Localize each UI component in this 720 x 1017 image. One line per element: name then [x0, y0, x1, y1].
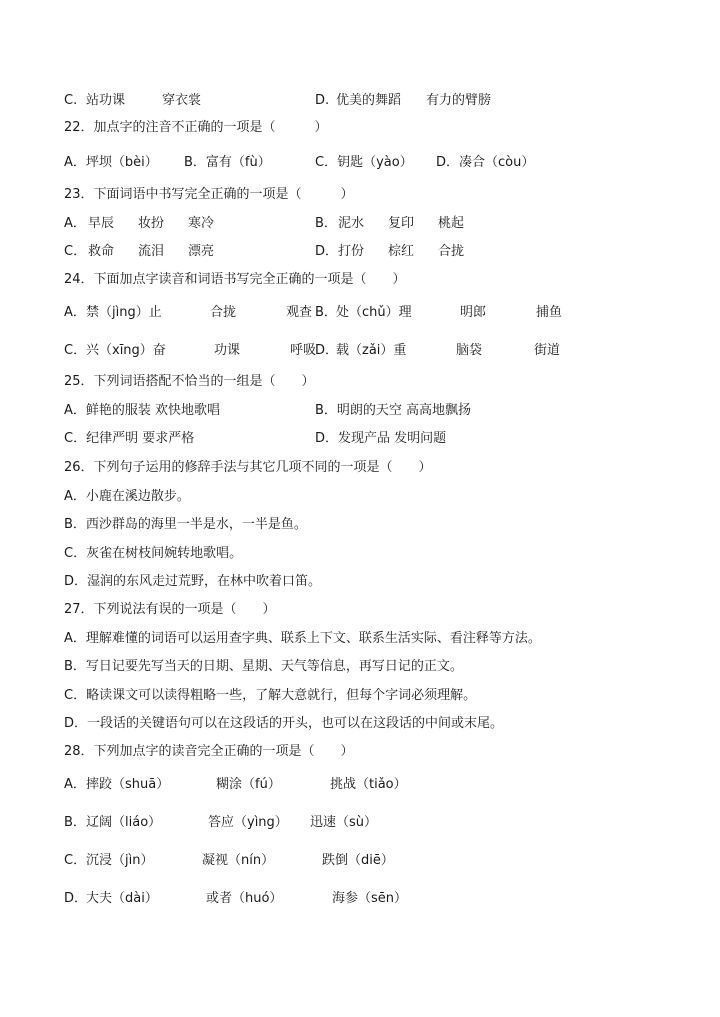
option-b-label: B． — [315, 216, 337, 231]
q26-option-b: B．西沙群岛的海里一半是水，一半是鱼。 — [64, 517, 307, 532]
option-d-label: D. — [315, 93, 330, 108]
option-d-word-3: 街道 — [534, 343, 561, 358]
option-b-label: B． — [315, 305, 337, 320]
option-c-word-1: 救命 — [88, 244, 115, 259]
q27-option-c: C．略读课文可以读得粗略一些，了解大意就行，但每个字词必须理解。 — [64, 688, 477, 703]
option-a-word-3: 观查 — [286, 305, 313, 320]
q27-option-b: B．写日记要先写当天的日期、星期、天气等信息，再写日记的正文。 — [64, 659, 463, 674]
option-b-word-2: 明郎 — [460, 305, 487, 320]
option-word-3: 跌倒（diē） — [322, 853, 394, 868]
option-c-word-1: 站功课 — [86, 93, 126, 108]
q27-option-d: D．一段话的关键语句可以在这段话的开头，也可以在这段话的中间或末尾。 — [64, 716, 504, 731]
option-c-word-2: 功课 — [214, 343, 241, 358]
option-a: A．鲜艳的服装 欢快地歌唱 — [64, 403, 221, 418]
option-word-2: 或者（huó） — [206, 891, 283, 906]
q27-stem — [64, 600, 276, 620]
question-stem: 24．下面加点字读音和词语书写完全正确的一项是（ ） — [64, 272, 406, 287]
q24-stem — [64, 270, 406, 290]
option-word-1: 摔跤（shuā） — [86, 777, 170, 792]
option-a-word-3: 寒冷 — [188, 216, 215, 231]
q23-stem — [64, 185, 354, 205]
option-b: B．富有（fù） — [184, 155, 271, 170]
option-d-word-1: 优美的舞蹈 — [336, 93, 402, 108]
q28-stem — [64, 742, 354, 762]
option-d-word-2: 棕红 — [388, 244, 415, 259]
q26-option-d: D．湿润的东风走过荒野，在林中吹着口笛。 — [64, 574, 322, 589]
option-label: C． — [64, 853, 87, 868]
option-word-1: 辽阔（liáo） — [86, 815, 162, 830]
option-b-word-1: 处（chǔ）理 — [336, 305, 412, 320]
question-stem: 26．下列句子运用的修辞手法与其它几项不同的一项是（ ） — [64, 460, 432, 475]
option-word-2: 答应（yìng） — [208, 815, 288, 830]
option-d-word-1: 载（zǎi）重 — [336, 343, 407, 358]
option-word-1: 大夫（dài） — [86, 891, 158, 906]
option-d-label: D． — [315, 244, 339, 259]
option-word-2: 糊涂（fú） — [216, 777, 281, 792]
option-d-label: D． — [315, 343, 339, 358]
option-word-1: 沉浸（jìn） — [86, 853, 154, 868]
q22-stem — [64, 118, 328, 138]
option-a-word-1: 早辰 — [88, 216, 115, 231]
option-c-label: C． — [64, 343, 87, 358]
option-d-word-3: 合拢 — [438, 244, 465, 259]
option-a-label: A． — [64, 216, 86, 231]
option-c-word-2: 流泪 — [138, 244, 165, 259]
option-b-word-3: 桃起 — [438, 216, 465, 231]
option-c: C．纪律严明 要求严格 — [64, 431, 195, 446]
q26-stem — [64, 458, 432, 478]
option-c-word-3: 呼吸 — [290, 343, 317, 358]
option-a-word-2: 妆扮 — [138, 216, 165, 231]
option-label: B． — [64, 815, 86, 830]
option-word-2: 凝视（nín） — [202, 853, 275, 868]
question-stem: 22．加点字的注音不正确的一项是（ ） — [64, 120, 328, 135]
option-a-word-1: 禁（jìng）止 — [86, 305, 162, 320]
question-stem: 27．下列说法有误的一项是（ ） — [64, 602, 276, 617]
option-b-word-2: 复印 — [388, 216, 415, 231]
option-c-word-2: 穿衣裳 — [162, 93, 202, 108]
option-word-3: 迅速（sù） — [310, 815, 378, 830]
option-c-word-3: 漂亮 — [188, 244, 215, 259]
option-c: C．钥匙（yào） — [315, 155, 413, 170]
option-d-word-2: 有力的臂膀 — [426, 93, 492, 108]
option-c-label: C． — [64, 244, 87, 259]
question-stem: 25．下列词语搭配不恰当的一组是（ ） — [64, 374, 315, 389]
option-b-word-1: 泥水 — [338, 216, 365, 231]
question-stem: 28．下列加点字的读音完全正确的一项是（ ） — [64, 744, 354, 759]
q26-option-c: C．灰雀在树枝间婉转地歌唱。 — [64, 546, 243, 561]
question-stem: 23．下面词语中书写完全正确的一项是（ ） — [64, 187, 354, 202]
option-c-label: C. — [64, 93, 78, 108]
option-word-3: 挑战（tiǎo） — [330, 777, 407, 792]
option-a: A．坪坝（bèi） — [64, 155, 158, 170]
option-d-word-1: 打份 — [338, 244, 365, 259]
option-b: B．明朗的天空 高高地飘扬 — [315, 403, 472, 418]
option-b-word-3: 捕鱼 — [536, 305, 563, 320]
option-label: D． — [64, 891, 88, 906]
option-d-word-2: 脑袋 — [456, 343, 483, 358]
option-label: A． — [64, 777, 86, 792]
option-c-word-1: 兴（xīng）奋 — [86, 343, 166, 358]
q26-option-a: A．小鹿在溪边散步。 — [64, 489, 190, 504]
option-d: D．凑合（còu） — [436, 155, 535, 170]
option-word-3: 海参（sēn） — [332, 891, 408, 906]
option-d: D．发现产品 发明问题 — [315, 431, 447, 446]
option-a-label: A． — [64, 305, 86, 320]
q25-stem — [64, 372, 315, 392]
q27-option-a: A．理解难懂的词语可以运用查字典、联系上下文、联系生活实际、看注释等方法。 — [64, 631, 541, 646]
option-a-word-2: 合拢 — [210, 305, 237, 320]
